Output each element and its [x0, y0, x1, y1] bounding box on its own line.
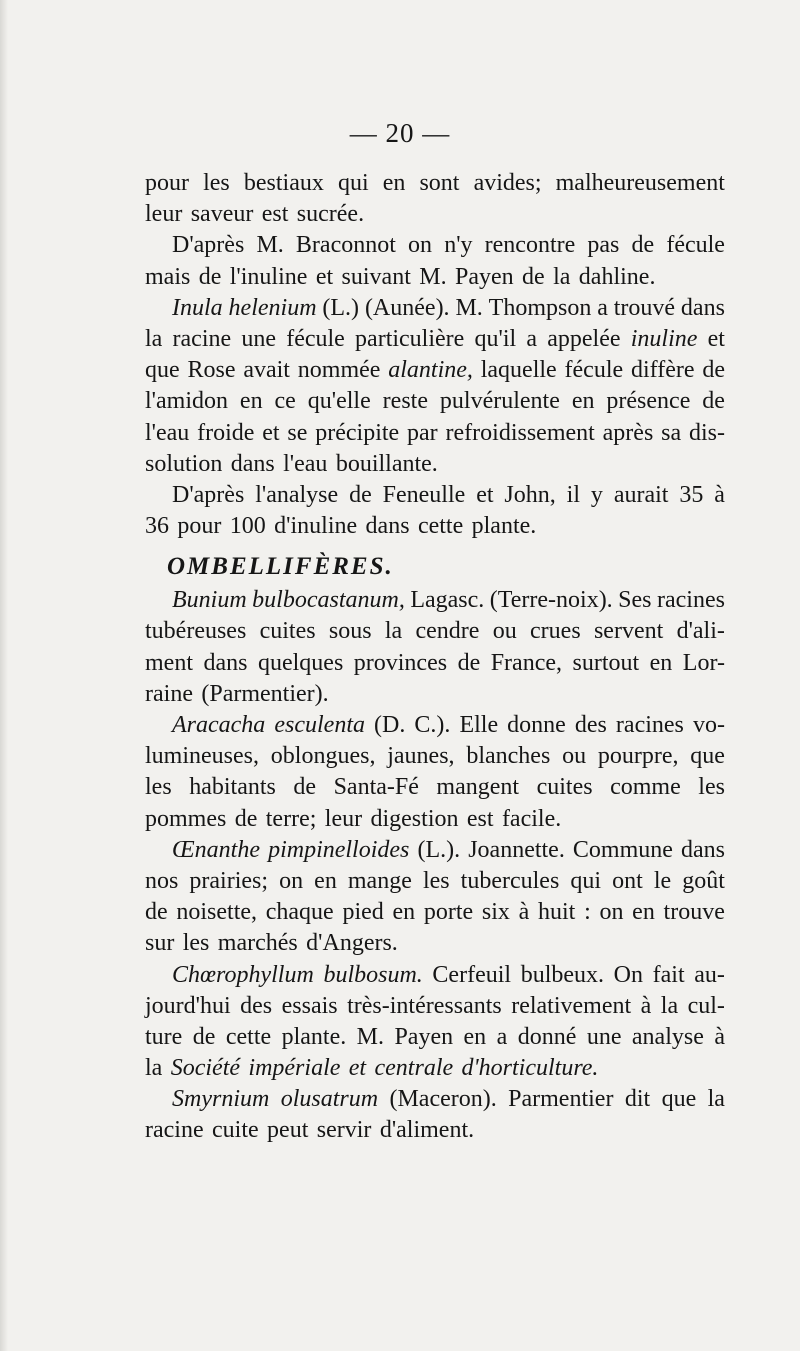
word: d'inuline	[274, 513, 358, 540]
word: donne	[507, 712, 566, 738]
word: nos	[145, 867, 179, 894]
word: qu'elle	[307, 388, 371, 415]
word: C.).	[414, 712, 451, 738]
italic-word: Bunium	[172, 587, 247, 614]
word: à	[714, 1023, 725, 1050]
word: on	[599, 899, 624, 926]
word: dit	[624, 1086, 651, 1113]
word: (Terre-noix).	[489, 587, 613, 614]
word: Parmentier	[508, 1086, 614, 1113]
text-line	[145, 648, 725, 679]
word: dans	[230, 450, 275, 477]
word: Lor-	[682, 649, 725, 676]
word: l'eau	[283, 450, 328, 477]
word: de	[631, 232, 655, 259]
word: des	[574, 712, 607, 738]
text-line	[145, 991, 725, 1022]
word: dans	[681, 836, 725, 863]
word: goût	[682, 867, 725, 894]
word: digestion	[370, 805, 459, 832]
text-line	[145, 866, 725, 897]
word: saveur	[190, 201, 254, 228]
word: pommes	[145, 805, 227, 832]
text-line	[145, 1053, 725, 1084]
word: cette	[225, 1023, 272, 1050]
word: précipite	[315, 419, 400, 446]
word: la	[145, 1055, 163, 1082]
word: raine	[145, 680, 193, 707]
word: 35	[679, 481, 704, 508]
text-line	[145, 324, 725, 355]
word: a	[597, 294, 608, 321]
word: Payen	[454, 263, 514, 290]
word: facile.	[501, 805, 562, 832]
word: dans	[365, 513, 410, 540]
word: tubercules	[460, 867, 560, 894]
text-line	[145, 230, 725, 261]
italic-word: pimpinelloides	[268, 836, 410, 863]
text-line	[145, 960, 725, 991]
word: qui	[337, 170, 369, 196]
italic-word: impériale	[248, 1055, 341, 1082]
word: plante.	[471, 513, 537, 540]
word: leur	[324, 805, 363, 832]
word: jaunes,	[387, 743, 455, 770]
word: oblongues,	[270, 743, 376, 770]
word: ce	[274, 388, 296, 415]
text-line	[145, 585, 725, 616]
word: Lagasc.	[410, 587, 485, 614]
word: cendre	[415, 618, 480, 645]
word: On	[613, 961, 644, 988]
word: pour	[145, 170, 189, 196]
word: à	[518, 899, 530, 926]
word: en	[463, 1023, 487, 1050]
italic-word: Inula	[172, 294, 223, 321]
word: (D.	[374, 712, 406, 738]
word: froide	[197, 419, 255, 446]
word: servir	[316, 1117, 372, 1144]
italic-word: Chœrophyllum	[172, 961, 314, 988]
word: de	[145, 899, 168, 926]
word: l'amidon	[145, 388, 228, 415]
word: 36	[145, 513, 169, 540]
word: relativement	[511, 992, 632, 1019]
page-number: — 20 —	[349, 118, 451, 148]
italic-word: Œnanthe	[172, 836, 260, 863]
word: les	[145, 774, 172, 801]
word: est	[261, 201, 289, 228]
word: que	[690, 743, 725, 770]
word: fécule	[666, 232, 725, 259]
word: six	[481, 899, 510, 926]
word: Commune	[572, 836, 673, 863]
word: de	[192, 1023, 216, 1050]
word: la	[145, 325, 163, 352]
word: cette	[417, 513, 464, 540]
italic-word: centrale	[374, 1055, 454, 1082]
text-line	[145, 710, 725, 741]
word: dans	[203, 649, 248, 676]
text-line	[145, 1084, 725, 1115]
word: Thompson	[488, 294, 592, 321]
italic-word: helenium	[228, 294, 317, 321]
word: donné	[517, 1023, 577, 1050]
text-line	[145, 480, 725, 511]
word: de	[293, 774, 317, 801]
word: terre;	[265, 805, 317, 832]
text-line	[145, 262, 725, 293]
word: à	[714, 481, 725, 508]
word: jourd'hui	[145, 992, 231, 1019]
word: sa	[661, 419, 682, 446]
word: rencontre	[484, 232, 576, 259]
text-line	[145, 199, 725, 230]
word: D'après	[172, 232, 245, 259]
word: la	[707, 1086, 725, 1113]
text-line	[145, 386, 725, 417]
word: comme	[610, 774, 681, 801]
word: est	[466, 805, 494, 832]
text-line	[145, 418, 725, 449]
word: dis-	[688, 419, 725, 446]
page-body-text	[145, 168, 725, 1147]
text-line	[145, 168, 725, 199]
word: analyse	[631, 1023, 704, 1050]
word: particulière	[355, 325, 465, 352]
word: les	[182, 930, 210, 957]
word: M.	[356, 1023, 384, 1050]
word: M.	[256, 232, 284, 259]
text-line	[145, 741, 725, 772]
word: sous	[328, 618, 372, 645]
word: et	[315, 263, 334, 290]
word: des	[240, 992, 273, 1019]
word: que	[145, 357, 180, 384]
word: que	[661, 1086, 697, 1113]
word: solution	[145, 450, 223, 477]
word: blanches	[466, 743, 551, 770]
text-line	[145, 293, 725, 324]
word: racines	[657, 587, 725, 614]
word: d'ali-	[676, 618, 725, 645]
word: la	[553, 263, 571, 290]
word: en	[571, 388, 595, 415]
word: :	[584, 899, 591, 926]
word: ture	[145, 1023, 183, 1050]
word: de	[349, 481, 372, 508]
word: et	[476, 481, 494, 508]
word: et	[707, 325, 725, 352]
word: porte	[423, 899, 474, 926]
word: refroidissement	[445, 419, 595, 446]
word: la	[660, 992, 679, 1019]
word: malheureusement	[555, 170, 725, 196]
word: les	[422, 867, 450, 894]
word: suivant	[341, 263, 411, 290]
word: pas	[587, 232, 620, 259]
italic-word: Aracacha	[172, 712, 266, 738]
word: ment	[145, 649, 193, 676]
text-line	[145, 511, 725, 542]
word: laquelle	[480, 357, 557, 384]
word: Rose	[187, 357, 236, 384]
word: une	[586, 1023, 622, 1050]
word: en	[382, 170, 406, 196]
italic-word: Smyrnium	[172, 1086, 270, 1113]
section-heading: OMBELLIFÈRES.	[167, 553, 394, 581]
word: crues	[530, 618, 581, 645]
word: ou	[562, 743, 587, 770]
word: John,	[504, 481, 556, 508]
word: (L.).	[417, 836, 461, 863]
word: de	[234, 805, 258, 832]
word: dans	[680, 294, 725, 321]
word: sucrée.	[296, 201, 365, 228]
word: servent	[593, 618, 664, 645]
word: racine	[172, 325, 232, 352]
word: cul-	[687, 992, 725, 1019]
word: a	[526, 325, 538, 352]
word: surtout	[572, 649, 640, 676]
word: trouve	[663, 899, 725, 926]
word: en	[649, 649, 673, 676]
word: diffère	[630, 357, 695, 384]
word: l'eau	[145, 419, 190, 446]
word: Elle	[459, 712, 499, 738]
italic-word: alantine,	[388, 357, 473, 384]
page-edge-shadow	[0, 0, 8, 1351]
word: racines	[615, 712, 684, 738]
word: il	[566, 481, 581, 508]
word: dahline.	[578, 263, 656, 290]
word: présence	[606, 388, 691, 415]
word: d'aliment.	[379, 1117, 475, 1144]
word: avides;	[473, 170, 542, 196]
word: a	[496, 1023, 508, 1050]
word: on	[279, 867, 304, 894]
word: au-	[694, 961, 725, 988]
word: M.	[419, 263, 447, 290]
text-line	[145, 355, 725, 386]
word: de	[702, 357, 725, 384]
word: trouvé	[613, 294, 676, 321]
word: Payen	[394, 1023, 454, 1050]
word: bestiaux	[243, 170, 324, 196]
word: et	[262, 419, 280, 446]
word: y	[590, 481, 603, 508]
italic-word: inuline	[630, 325, 698, 352]
word: n'y	[444, 232, 473, 259]
word: fait	[652, 961, 685, 988]
word: le	[653, 867, 672, 894]
italic-word: Société	[170, 1055, 241, 1082]
word: Braconnot	[295, 232, 396, 259]
word: France,	[490, 649, 562, 676]
word: plante.	[281, 1023, 347, 1050]
italic-word: esculenta	[274, 712, 365, 738]
word: bulbeux.	[520, 961, 605, 988]
word: fécule	[564, 357, 624, 384]
word: en	[314, 867, 337, 894]
text-line	[145, 449, 725, 480]
word: mange	[347, 867, 412, 894]
word: (L.)	[322, 294, 360, 321]
word: Feneulle	[382, 481, 466, 508]
word: les	[203, 170, 230, 196]
italic-word: olusatrum	[280, 1086, 379, 1113]
word: noisette,	[176, 899, 258, 926]
text-line	[145, 835, 725, 866]
word: Santa-Fé	[333, 774, 419, 801]
word: peut	[267, 1117, 309, 1144]
word: en	[239, 388, 263, 415]
word: Ses	[618, 587, 652, 614]
word: par	[407, 419, 438, 446]
text-line	[145, 1115, 725, 1146]
italic-word: et	[348, 1055, 367, 1082]
word: de	[457, 649, 481, 676]
word: de	[702, 388, 725, 415]
word: aurait	[613, 481, 669, 508]
word: pied	[342, 899, 384, 926]
word: les	[698, 774, 725, 801]
word: racine	[145, 1117, 204, 1144]
word: (Aunée).	[364, 294, 450, 321]
word: sur	[145, 930, 175, 957]
word: en	[632, 899, 655, 926]
text-line	[145, 616, 725, 647]
word: mangent	[436, 774, 520, 801]
word: Joannette.	[468, 836, 565, 863]
italic-word: bulbosum.	[323, 961, 423, 988]
word: prairies;	[189, 867, 269, 894]
word: se	[287, 419, 308, 446]
word: lumineuses,	[145, 743, 259, 770]
text-line	[145, 804, 725, 835]
word: en	[392, 899, 416, 926]
word: Cerfeuil	[432, 961, 512, 988]
word: provinces	[353, 649, 448, 676]
word: tubéreuses	[145, 618, 247, 645]
word: une	[241, 325, 277, 352]
word: reste	[382, 388, 428, 415]
word: de	[522, 263, 545, 290]
text-line	[145, 1022, 725, 1053]
word: mais	[145, 263, 191, 290]
word: avait	[243, 357, 290, 384]
word: qui	[570, 867, 602, 894]
word: sont	[419, 170, 460, 196]
word: cuites	[536, 774, 593, 801]
word: M.	[455, 294, 483, 321]
word: on	[408, 232, 433, 259]
italic-word: bulbocastanum,	[252, 587, 405, 614]
word: qu'il	[474, 325, 517, 352]
word: ont	[612, 867, 643, 894]
word: huit	[538, 899, 576, 926]
word: l'inuline	[229, 263, 308, 290]
text-line	[145, 897, 725, 928]
word: chaque	[265, 899, 334, 926]
word: l'analyse	[255, 481, 339, 508]
word: après	[602, 419, 654, 446]
word: pulvérulente	[439, 388, 560, 415]
word: habitants	[189, 774, 276, 801]
word: 100	[229, 513, 266, 540]
text-line	[145, 679, 725, 710]
word: pour	[177, 513, 222, 540]
text-line	[145, 928, 725, 959]
word: à	[640, 992, 652, 1019]
word: ou	[492, 618, 517, 645]
word: marchés	[217, 930, 298, 957]
word: quelques	[257, 649, 344, 676]
word: cuites	[259, 618, 316, 645]
word: de	[198, 263, 222, 290]
text-line	[145, 772, 725, 803]
word: leur	[145, 201, 183, 228]
word: appelée	[547, 325, 621, 352]
word: d'Angers.	[306, 930, 398, 957]
word: la	[384, 618, 403, 645]
word: pourpre,	[597, 743, 679, 770]
word: cuite	[212, 1117, 259, 1144]
word: (Maceron).	[389, 1086, 497, 1113]
word: essais	[281, 992, 338, 1019]
italic-word: d'horticulture.	[461, 1055, 599, 1082]
word: bouillante.	[335, 450, 438, 477]
word: fécule	[286, 325, 345, 352]
word: vo-	[692, 712, 725, 738]
word: (Parmentier).	[201, 680, 329, 707]
word: très-intéressants	[347, 992, 502, 1019]
word: D'après	[172, 481, 245, 508]
word: nommée	[297, 357, 381, 384]
